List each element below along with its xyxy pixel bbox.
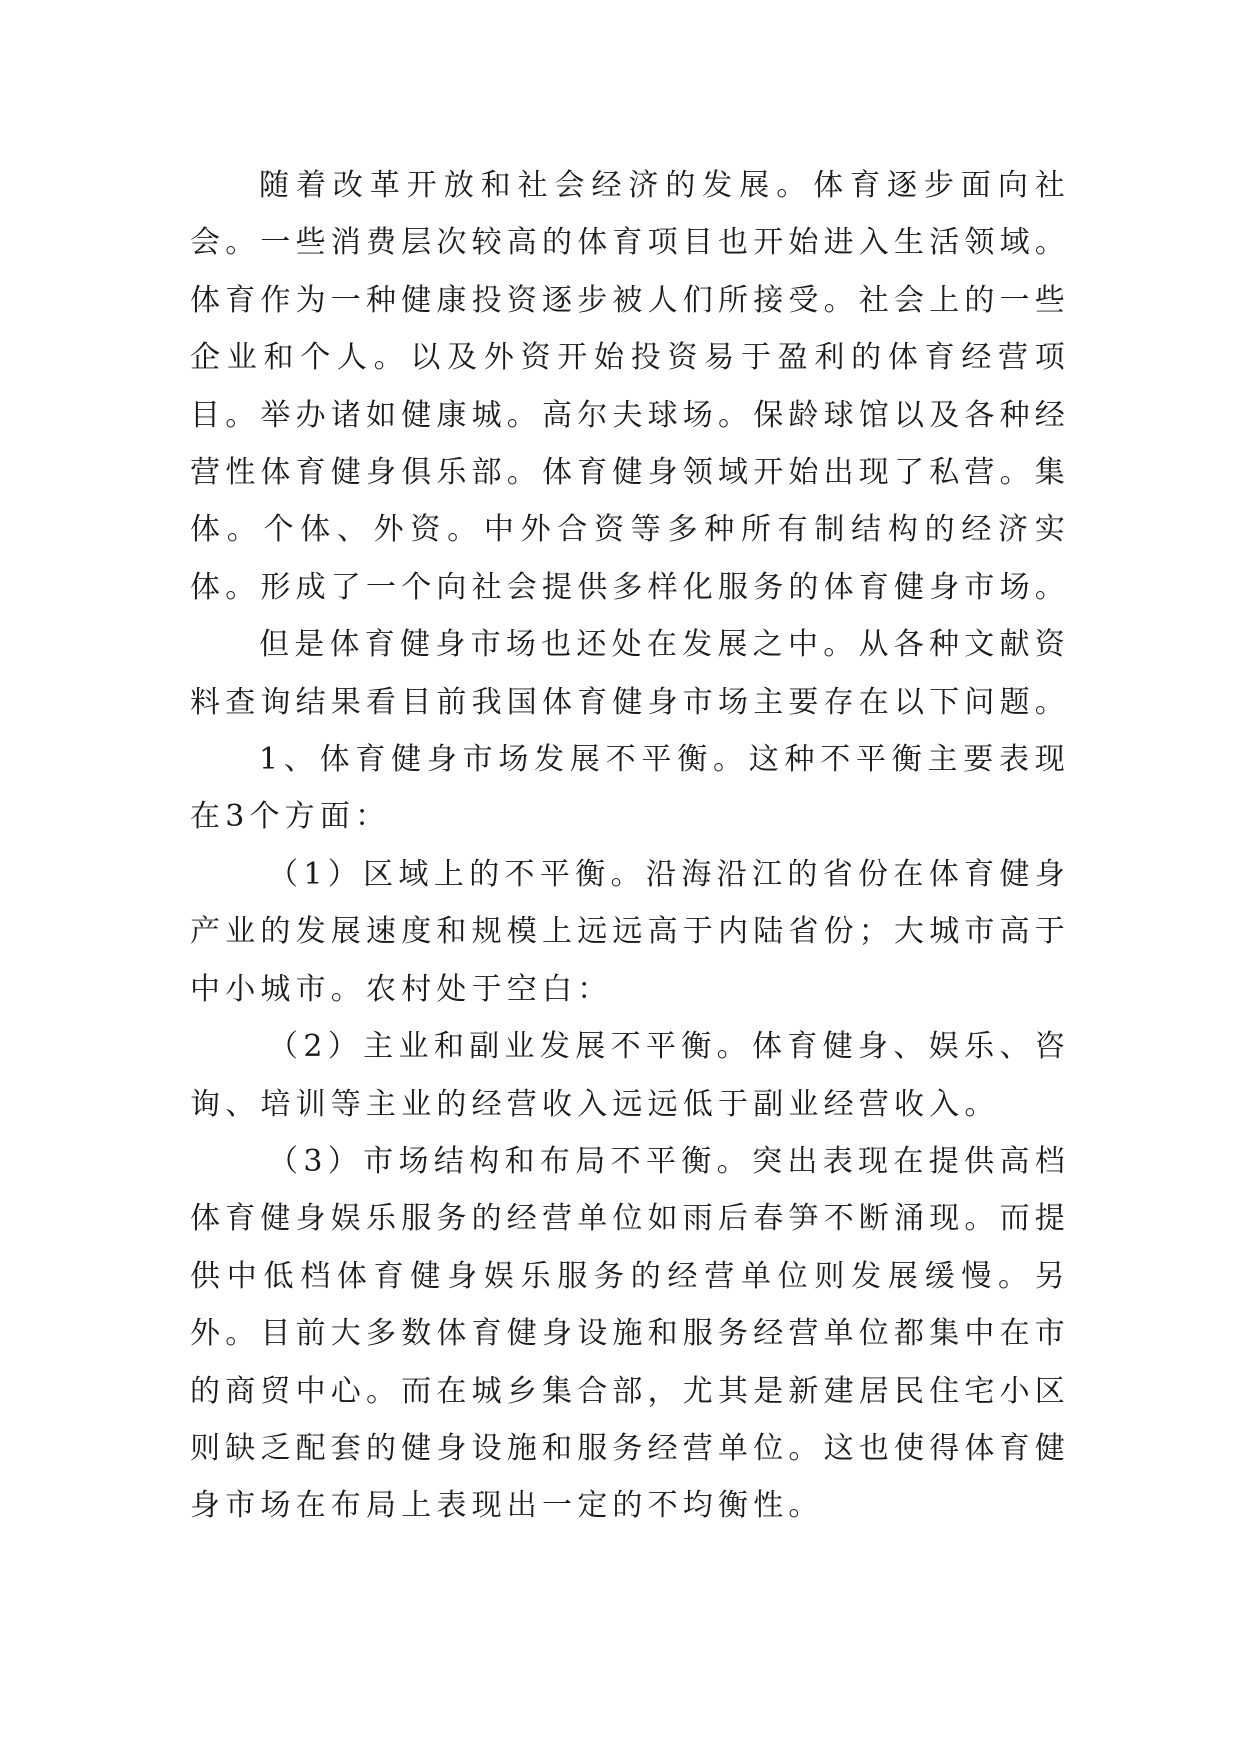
paragraph-point-1: 1、体育健身市场发展不平衡。这种不平衡主要表现在3个方面：	[190, 742, 1070, 835]
body-text	[190, 157, 1070, 1535]
paragraph-subpoint-1: （1）区域上的不平衡。沿海沿江的省份在体育健身产业的发展速度和规模上远远高于内陆省份；大城市高于中小城市。农村处于空白：	[190, 856, 1070, 1007]
paragraph-subpoint-3: （3）市场结构和布局不平衡。突出表现在提供高档体育健身娱乐服务的经营单位如雨后春笋不断涌现。而提供中低档体育健身娱乐服务的经营单位则发展缓慢。另外。目前大多数体育健身设施和服务经营单位都集中在市的商贸中心。而在城乡集合部，尤其是新建居民住宅小区则缺乏配套的健身设施和服务经营单位。这也使得体育健身市场在布局上表现出一定的不均衡性。	[190, 1143, 1070, 1524]
paragraph-intro: 随着改革开放和社会经济的发展。体育逐步面向社会。一些消费层次较高的体育项目也开始进入生活领域。体育作为一种健康投资逐步被人们所接受。社会上的一些企业和个人。以及外资开始投资易于盈利的体育经营项目。举办诸如健康城。高尔夫球场。保龄球馆以及各种经营性体育健身俱乐部。体育健身领域开始出现了私营。集体。个体、外资。中外合资等多种所有制结构的经济实体。形成了一个向社会提供多样化服务的体育健身市场。	[190, 168, 1070, 605]
paragraph-subpoint-2: （2）主业和副业发展不平衡。体育健身、娱乐、咨询、培训等主业的经营收入远远低于副业经营收入。	[190, 1029, 1070, 1122]
paragraph-problems: 但是体育健身市场也还处在发展之中。从各种文献资料查询结果看目前我国体育健身市场主要存在以下问题。	[190, 627, 1070, 720]
